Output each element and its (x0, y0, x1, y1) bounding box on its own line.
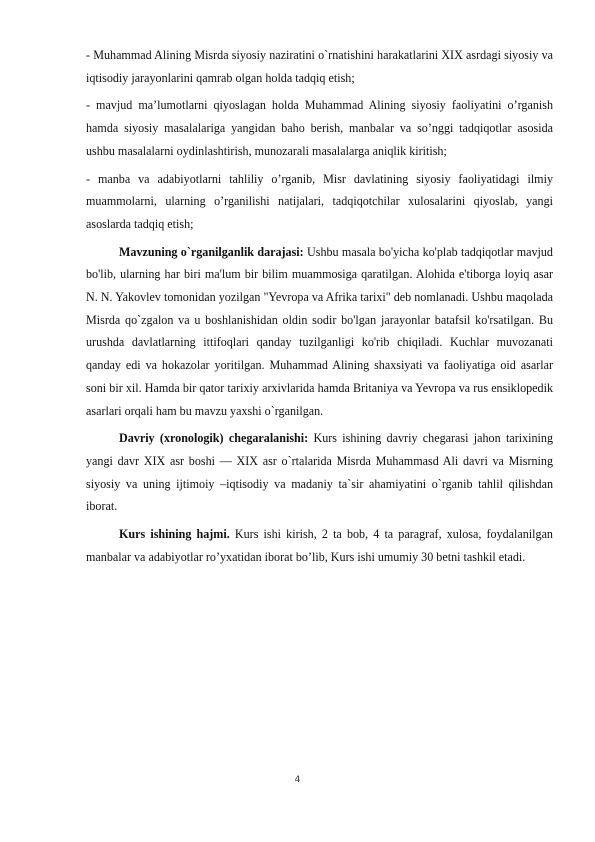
paragraph-heading: Davriy (xronologik) chegaralanishi: (119, 431, 309, 446)
paragraph-text: Kurs ishining davriy chegarasi jahon tarixining yangi davr XIX asr boshi — XIX asr o`rtalarida Misrda Muhammasd Ali davri va Misrning siyosiy va uning ijtimoiy –iqtisodiy va madaniy ta`sir ahamiyatini o`rganib tahlil qilishdan iborat. (86, 431, 553, 514)
paragraph-text: - mavjud ma’lumotlarni qiyoslagan holda Muhammad Alining siyosiy faoliyatini o’rganish hamda siyosiy masalalariga yangidan baho berish, manbalar va so’nggi tadqiqotlar asosida ushbu masalalarni oydinlashtirish, munozarali masalalarga aniqlik kiritish; (86, 98, 553, 158)
objective-paragraph-1 (86, 44, 553, 89)
objective-paragraph-2 (86, 94, 553, 162)
chronology-paragraph (86, 427, 553, 518)
document-page (86, 44, 553, 573)
paragraph-text: - Muhammad Alining Misrda siyosiy naziratini o`rnatishini harakatlarini XIX asrdagi siyosiy va iqtisodiy jarayonlarini qamrab olgan holda tadqiq etish; (86, 48, 553, 85)
paragraph-heading: Kurs ishining hajmi. (119, 527, 230, 542)
page-number: 4 (294, 775, 301, 785)
volume-paragraph (86, 523, 553, 568)
research-level-paragraph (86, 241, 553, 423)
objective-paragraph-3 (86, 168, 553, 236)
paragraph-text: Kurs ishi kirish, 2 ta bob, 4 ta paragraf, xulosa, foydalanilgan manbalar va adabiyotlar ro’yxatidan iborat bo’lib, Kurs ishi umumiy 30 betni tashkil etadi. (86, 527, 553, 564)
paragraph-text: Ushbu masala bo'yicha ko'plab tadqiqotlar mavjud bo'lib, ularning har biri ma'lum bir bilim muammosiga qaratilgan. Alohida e'tiborga loyiq asar N. N. Yakovlev tomonidan yozilgan "Yevropa va Afrika tarixi" deb nomlanadi. Ushbu maqolada Misrda qo`zgalon va u boshlanishidan oldin sodir bo'lgan jarayonlar batafsil ko'rsatilgan. Bu urushda davlatlarning ittifoqlari qanday tuzilganligi ko'rib chiqiladi. Kuchlar muvozanati qanday edi va hokazolar yoritilgan. Muhammad Alining shaxsiyati va faoliyatiga oid asarlar soni bir xil. Hamda bir qator tarixiy arxivlarida hamda Britaniya va Yevropa va rus ensiklopedik asarlari orqali ham bu mavzu yaxshi o`rganilgan. (86, 244, 553, 418)
paragraph-heading: Mavzuning o`rganilganlik darajasi: (119, 244, 304, 259)
paragraph-text: - manba va adabiyotlarni tahliliy o’rganib, Misr davlatining siyosiy faoliyatidagi ilmiy muammolarni, ularning o’rganilishi natijalari, tadqiqotchilar xulosalarini qiyoslab, yangi asoslarda tadqiq etish; (86, 171, 553, 231)
